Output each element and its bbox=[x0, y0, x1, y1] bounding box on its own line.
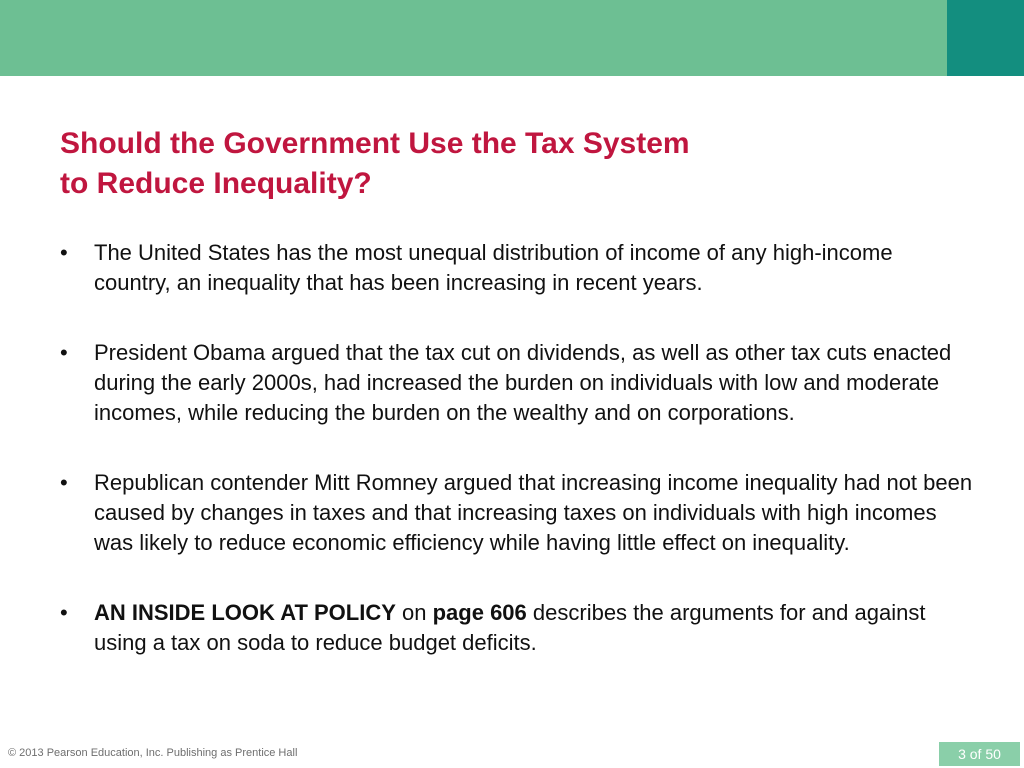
bullet-marker: • bbox=[60, 470, 68, 495]
header-band bbox=[0, 0, 947, 76]
slide-title-line-1: Should the Government Use the Tax System bbox=[60, 127, 690, 160]
bullet-text-connector: on bbox=[395, 600, 433, 625]
bullet-item bbox=[60, 238, 975, 298]
bullet-marker: • bbox=[60, 240, 68, 265]
bullet-text: The United States has the most unequal distribution of income of any high-income country, an inequality that has been increasing in recent years. bbox=[94, 240, 893, 295]
page-reference: page 606 bbox=[432, 600, 527, 625]
bullet-item bbox=[60, 468, 975, 558]
feature-title: AN INSIDE LOOK AT POLICY bbox=[94, 600, 396, 625]
copyright-notice: © 2013 Pearson Education, Inc. Publishing as Prentice Hall bbox=[8, 747, 298, 759]
bullet-marker: • bbox=[60, 340, 68, 365]
bullet-text: President Obama argued that the tax cut on dividends, as well as other tax cuts enacted during the early 2000s, had increased the burden on individuals with low and moderate incomes, while reducing the burden on the wealthy and on corporations. bbox=[94, 340, 952, 425]
bullet-text-tail: describes the arguments for and against using a tax on soda to reduce budget deficits. bbox=[94, 600, 926, 655]
bullet-item bbox=[60, 338, 975, 428]
bullet-item bbox=[60, 598, 975, 658]
bullet-marker: • bbox=[60, 600, 68, 625]
slide-title bbox=[60, 124, 960, 204]
header-accent-block bbox=[947, 0, 1024, 76]
bullet-list bbox=[60, 238, 975, 698]
bullet-text: Republican contender Mitt Romney argued that increasing income inequality had not been caused by changes in taxes and that increasing taxes on individuals with high incomes was likely to reduce economic efficiency while having little effect on inequality. bbox=[94, 470, 973, 555]
slide-title-line-2: to Reduce Inequality? bbox=[60, 167, 372, 200]
page-number-badge: 3 of 50 bbox=[939, 742, 1020, 766]
